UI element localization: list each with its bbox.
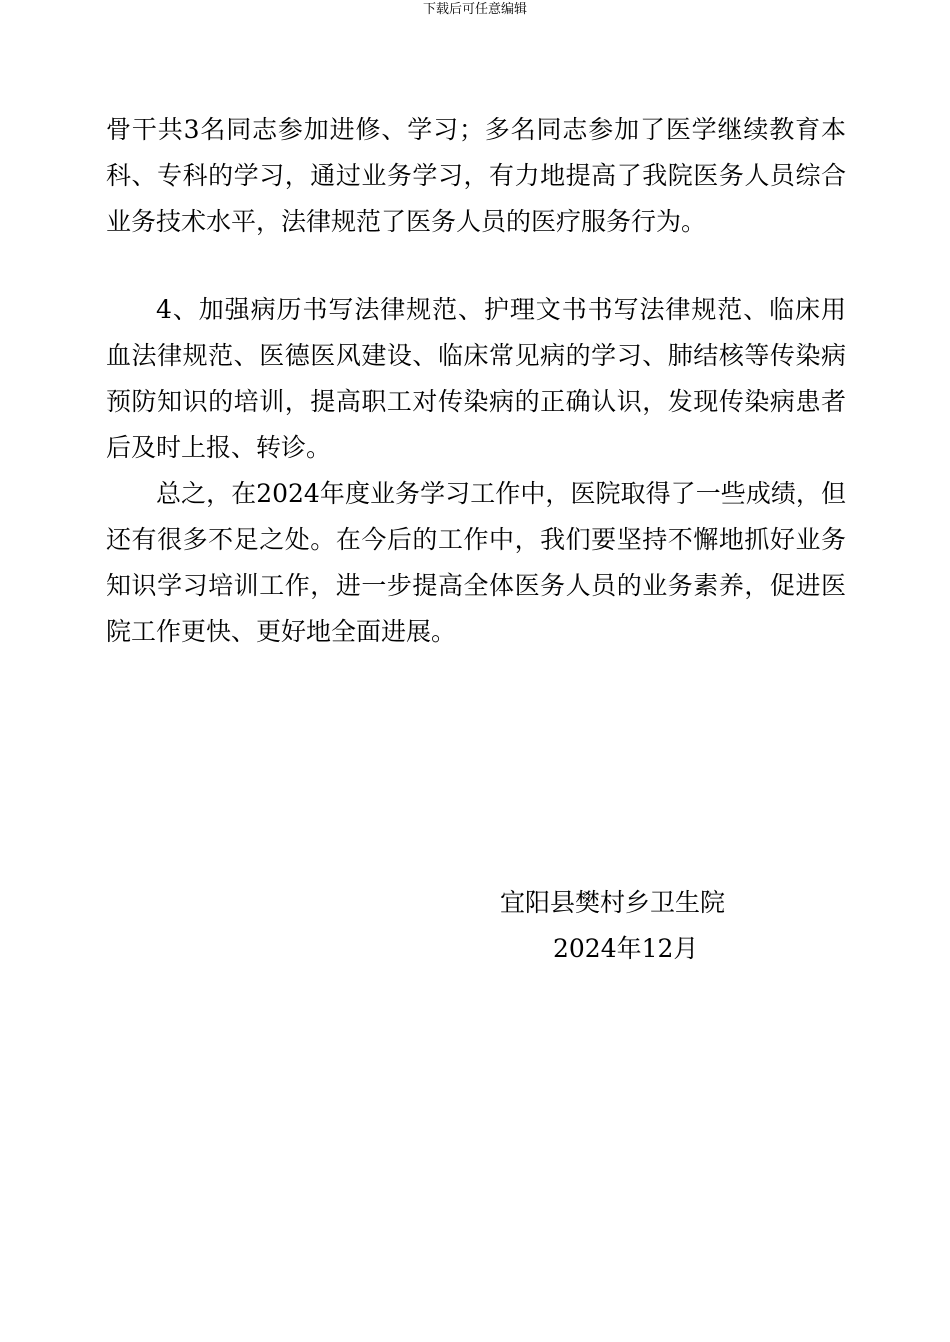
header-note: 下载后可任意编辑 — [422, 2, 527, 17]
body-paragraph-3: 总之，在2024年度业务学习工作中，医院取得了一些成绩，但还有很多不足之处。在今后的工作中，我们要坚持不懈地抓好业务知识学习培训工作，进一步提高全体医务人员的业务素养，促进医院工作更快、更好地全面进展。 — [106, 479, 846, 646]
signature-date: 2024年12月 — [553, 934, 699, 963]
body-paragraph-2: 4、加强病历书写法律规范、护理文书书写法律规范、临床用血法律规范、医德医风建设、临床常见病的学习、肺结核等传染病预防知识的培训，提高职工对传染病的正确认识，发现传染病患者后及时上报、转诊。 — [106, 295, 846, 462]
body-paragraph-1: 骨干共3名同志参加进修、学习；多名同志参加了医学继续教育本科、专科的学习，通过业务学习，有力地提高了我院医务人员综合业务技术水平，法律规范了医务人员的医疗服务行为。 — [106, 115, 846, 236]
signature-organization: 宜阳县樊村乡卫生院 — [500, 888, 726, 917]
